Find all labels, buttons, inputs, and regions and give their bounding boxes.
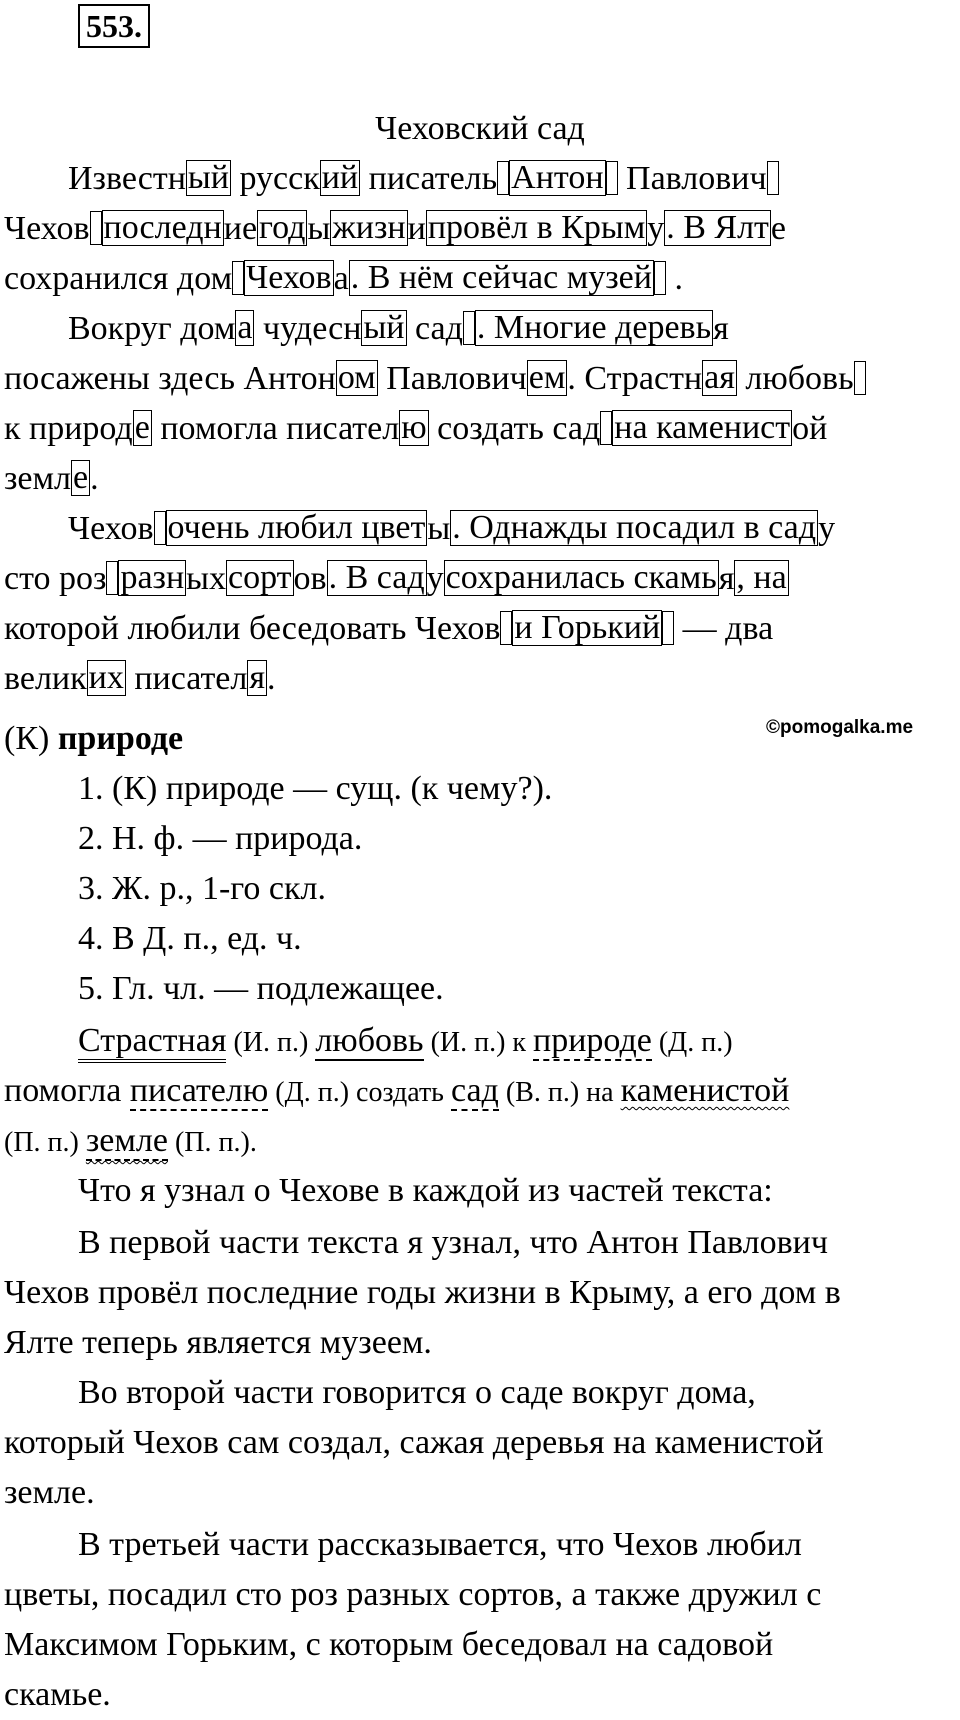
empty-ending-box <box>600 411 612 445</box>
text-fragment: сто роз <box>4 560 107 597</box>
empty-ending-box <box>767 161 779 195</box>
text-line <box>4 254 683 304</box>
empty-ending-box <box>463 311 475 345</box>
ending-box: разн <box>120 559 185 596</box>
answer-line: В первой части текста я узнал, что Антон Павлович <box>78 1224 828 1261</box>
ending-box: е <box>73 459 89 496</box>
text-line <box>4 204 786 254</box>
text-fragment: ов <box>293 560 327 597</box>
exercise-number: 553. <box>78 4 150 48</box>
ending-box: сохранилась скамь <box>445 559 717 596</box>
parse-item: 3. Ж. р., 1-го скл. <box>78 870 326 907</box>
parse-word: природе <box>57 720 184 757</box>
object-word: природе <box>533 1022 652 1059</box>
answer-line: Ялте теперь является музеем. <box>4 1324 432 1361</box>
text-fragment: — два <box>674 610 774 647</box>
answer-line: Максимом Горьким, с которым беседовал на садовой <box>4 1626 774 1663</box>
ending-box: Антон <box>511 159 604 196</box>
object-word: писателю <box>129 1072 269 1109</box>
ending-box: год <box>259 209 306 246</box>
case-label: (И. п.) к <box>423 1027 534 1058</box>
case-label: (И. п.) <box>226 1027 316 1058</box>
answer-line: который Чехов сам создал, сажая деревья на каменистой <box>4 1424 824 1461</box>
ending-box: . Многие деревь <box>476 309 712 346</box>
empty-ending-box <box>154 511 166 545</box>
text-fragment: у <box>426 560 444 597</box>
answer-line: Во второй части говорится о саде вокруг дома, <box>78 1374 756 1411</box>
text-line <box>4 654 276 704</box>
answer-line: земле. <box>4 1474 95 1511</box>
ending-box: сорт <box>228 559 292 596</box>
ending-box: ем <box>528 359 566 396</box>
parse-item: 2. Н. ф. — природа. <box>78 820 363 857</box>
text-fragment: . <box>267 660 276 697</box>
empty-ending-box <box>106 561 118 595</box>
ending-box: последн <box>103 209 222 246</box>
text-fragment: Павлович <box>617 160 767 197</box>
ending-box: очень любил цвет <box>167 509 426 546</box>
attribute-word: каменистой <box>620 1072 790 1109</box>
ending-box: ый <box>363 309 405 346</box>
text-fragment: ие <box>223 210 258 247</box>
parse-item: 1. (К) природе — сущ. (к чему?). <box>78 770 553 807</box>
ending-box: провёл в Крым <box>427 209 646 246</box>
watermark: ©pomogalka.me <box>766 717 914 738</box>
text-fragment: у <box>647 210 665 247</box>
answer-line: Чехов провёл последние годы жизни в Крыму, а его дом в <box>4 1274 841 1311</box>
text-fragment: . <box>90 460 99 497</box>
empty-ending-box <box>497 161 509 195</box>
text-fragment: сад <box>406 310 463 347</box>
ending-box: я <box>249 659 266 696</box>
text-fragment: у <box>818 510 836 547</box>
text-title: Чеховский сад <box>375 110 585 147</box>
ending-box: е <box>134 409 150 446</box>
empty-ending-box <box>654 261 666 295</box>
text-fragment: писатель <box>360 160 498 197</box>
empty-ending-box <box>90 211 102 245</box>
text-fragment: создать сад <box>428 410 601 447</box>
ending-box: . В сад <box>328 559 425 596</box>
text-fragment: посажены здесь Антон <box>4 360 336 397</box>
text-fragment: Вокруг дом <box>68 310 236 347</box>
ending-box: . Однажды посадил в сад <box>452 509 817 546</box>
text-fragment: . Страстн <box>567 360 703 397</box>
text-fragment: е <box>770 210 787 247</box>
ending-box: . В нём сейчас музей <box>350 259 652 296</box>
text-fragment: а <box>333 260 349 297</box>
object-word: сад <box>450 1072 499 1109</box>
text-fragment: ых <box>186 560 226 597</box>
ending-box: ом <box>337 359 376 396</box>
text-fragment: ы <box>427 510 451 547</box>
answer-line: скамье. <box>4 1676 111 1713</box>
text-line <box>4 454 99 504</box>
sentence-line <box>4 1066 789 1118</box>
text-line <box>4 404 827 454</box>
text-fragment: чудесн <box>254 310 362 347</box>
case-label: (П. п.). <box>167 1127 257 1158</box>
text-fragment: ы <box>307 210 331 247</box>
text-fragment: к природ <box>4 410 133 447</box>
text-line <box>68 304 729 354</box>
text-line <box>4 604 773 654</box>
sentence-line <box>4 1116 257 1168</box>
ending-box: жизн <box>332 209 406 246</box>
text-fragment: земл <box>4 460 72 497</box>
case-label: (Д. п.) создать <box>268 1077 451 1108</box>
text-line <box>68 154 779 204</box>
text-fragment: я <box>713 310 729 347</box>
ending-box: а <box>237 309 253 346</box>
text-fragment: велик <box>4 660 87 697</box>
subject-word: любовь <box>315 1022 424 1059</box>
ending-box: их <box>88 659 124 696</box>
text-fragment: помогла писател <box>151 410 400 447</box>
case-label: (П. п.) <box>4 1127 86 1158</box>
parse-item: 5. Гл. чл. — подлежащее. <box>78 970 444 1007</box>
ending-box: ю <box>401 409 427 446</box>
text-fragment: Известн <box>68 160 186 197</box>
ending-box: ая <box>704 359 735 396</box>
text-fragment: и <box>407 210 426 247</box>
sentence-word: помогла <box>4 1072 130 1109</box>
text-fragment: русск <box>230 160 320 197</box>
predicate-word: Страстная <box>78 1022 226 1063</box>
text-fragment: ой <box>792 410 828 447</box>
parse-heading <box>4 714 183 764</box>
text-fragment: я <box>718 560 735 597</box>
answer-line: цветы, посадил сто роз разных сортов, а также дружил с <box>4 1576 822 1613</box>
ending-box: ый <box>187 159 229 196</box>
text-fragment: Чехов <box>68 510 154 547</box>
answer-question: Что я узнал о Чехове в каждой из частей текста: <box>78 1172 773 1209</box>
text-fragment: любовь <box>736 360 854 397</box>
text-line <box>4 354 866 404</box>
case-label: (Д. п.) <box>651 1027 733 1058</box>
empty-ending-box <box>500 611 512 645</box>
empty-ending-box <box>662 611 674 645</box>
case-label: (В. п.) на <box>498 1077 621 1108</box>
text-fragment: писател <box>125 660 248 697</box>
parse-mark: (К) <box>4 720 50 757</box>
text-line <box>4 554 789 604</box>
sentence-line <box>78 1016 733 1068</box>
ending-box: ий <box>321 159 359 196</box>
text-line <box>68 504 835 554</box>
ending-box: . В Ялт <box>666 209 769 246</box>
answer-line: В третьей части рассказывается, что Чехов любил <box>78 1526 802 1563</box>
ending-box: и Горький <box>514 609 661 646</box>
empty-ending-box <box>854 361 866 395</box>
ending-box: , на <box>736 559 787 596</box>
text-fragment: Чехов <box>4 210 90 247</box>
text-fragment: которой любили беседовать Чехов <box>4 610 501 647</box>
empty-ending-box <box>606 161 618 195</box>
ending-box: Чехов <box>246 259 332 296</box>
parse-item: 4. В Д. п., ед. ч. <box>78 920 302 957</box>
adverbial-word: земле <box>85 1122 168 1159</box>
text-fragment: сохранился дом <box>4 260 233 297</box>
text-fragment: Павлович <box>377 360 527 397</box>
ending-box: на каменист <box>614 409 791 446</box>
text-fragment: . <box>665 260 683 297</box>
empty-ending-box <box>232 261 244 295</box>
